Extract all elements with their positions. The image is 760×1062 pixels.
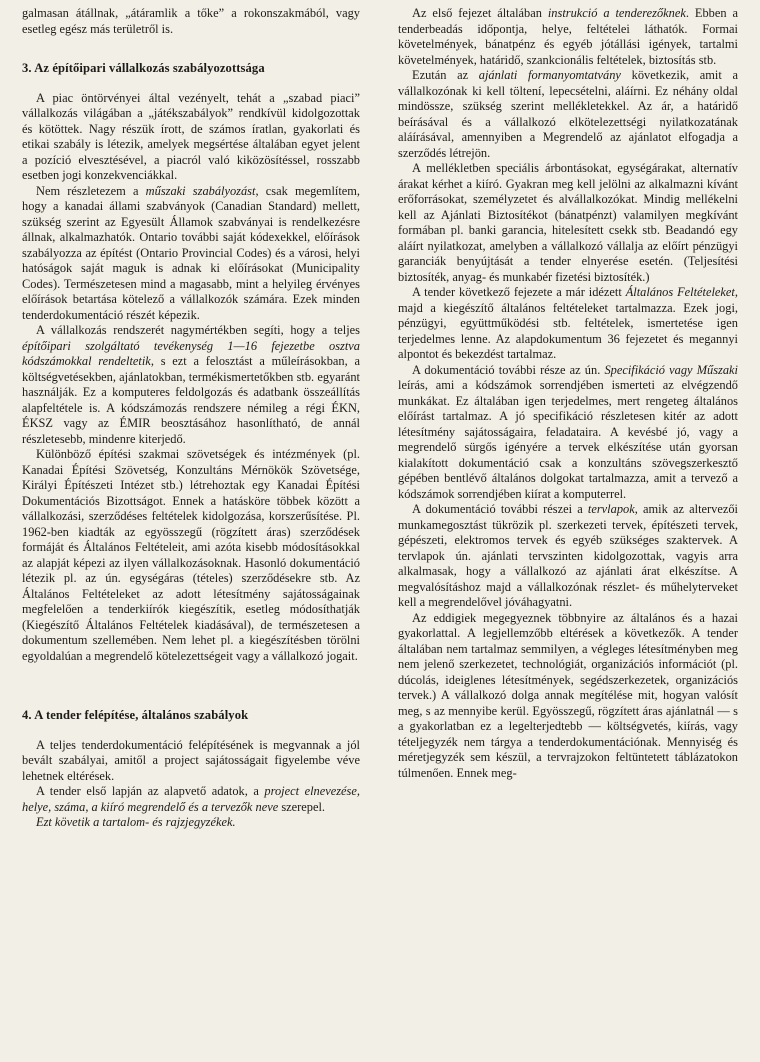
paragraph: A piac öntörvényei által vezényelt, tehát a „szabad piaci” vállalkozás világában a „játékszabályok” rendkívül kidolgozottak és kötöttek. Nagy részük írott, de számos íratlan, gyakorlati és etikai szabály is létezik, amelyek megsértése általában egyet jelent a pozíció elvesztésével, a piacról való kiközösítéssel, rosszabb esetben jogi konzekvenciákkal. xyxy=(22,90,360,182)
paragraph: Az első fejezet általában instrukció a tenderezőknek. Ebben a tenderbeadás időpontja, helye, feltételei láthatók. Formai követelmények, bánatpénz és egyéb jótállási igények, tartalmi követelmények, határidő, szankcionális feltételek, biztosítás stb. xyxy=(398,6,739,67)
paragraph: A mellékletben speciális árbontásokat, egységárakat, alternatív árakat kérhet a kiíró. Gyakran meg kell jelölni az alkalmazni kívánt erőforrásokat, személyzetet és alvállalkozókat. Mindig mellékelni kell az Ajánlati Biztosítékot (bánatpénzt) valamilyen megkívánt formában pl. banki garancia, hitelesített csekk stb. Beadandó egy aláírt nyilatkozat, amelyben a vállalkozó vállalja az előírt pénzügyi garanciák benyújtását a tender elnyerése esetén. (Teljesítési biztosíték, anyag- és munkabér fizetési biztosíték.) xyxy=(398,161,738,284)
paragraph: Nem részletezem a műszaki szabályozást, csak megemlítem, hogy a kanadai állami szabványok (Canadian Standard) mellett, szükség szerint az Egyesült Államok szabványai is rendelkezésre állnak, alkalmazhatók. Ontario további saját kódexekkel, előírások szabályozza az építést (Ontario Provincial Codes) és a városi, helyi hatóságok saját maguk is adnak ki előírásokat (Municipality Codes). Természetesen mind a magasabb, mint a helyileg érvényes előírások betartása kötelező a vállalkozók számára. Ezek minden tenderdokumentáció részét képezik. xyxy=(22,183,361,322)
paragraph: Ezt követik a tartalom- és rajzjegyzékek. xyxy=(36,815,236,829)
paragraph-continuation: galmasan átállnak, „átáramlik a tőke” a rokonszakmából, vagy esetleg egész más területről is. xyxy=(22,6,360,36)
paragraph: Különböző építési szakmai szövetségek és intézmények (pl. Kanadai Építési Szövetség, Konzultáns Mérnökök Szövetsége, Királyi Építészeti Intézet stb.) létrehoztak egy Kanadai Építési Dokumentációs Bizottságot. Ennek a hatásköre többek között a vállalkozási, szerződéses feltételek kidolgozása, korszerűsítése. Pl. 1962-ben kiadták az egyösszegű (rögzített áras) szerződések formáját és Általános Feltételeit, ami azóta kisebb módosításokkal az alapját képezi az ilyen vállalkozásoknak. Hasonló dokumentáció létezik pl. az ún. egységáras (tételes) szerződésekre stb. Az Általános Feltételeket az adott létesítmény sajátosságainak megfelelően a tenderkiírók kiegészítik, esetleg módosíthatják (Kiegészítő Általános Feltételek kiadásával), de természetesen a dokumentum szellemében. Nem lehet pl. a kiegészítésben törölni egyoldalúan a megrendelő kötelezettségeit vagy a vállalkozó jogait. xyxy=(22,447,360,663)
paragraph: A vállalkozás rendszerét nagymértékben segíti, hogy a teljes építőipari szolgáltató tevékenység 1—16 fejezetbe osztva kódszámokkal rendeltetik, s ezt a felosztást a műleírásokban, a költségvetésekben, ajánlatokban, termékismertetőkben stb. egyaránt használják. Ez a komputeres feldolgozás és adatbank összeállítás alapfeltétele is. A kódszámozás rendszere némileg a régi ÉKN, ÉKSZ vagy az ÉMIR beosztásához hasonlítható, de annál részletesebb, mindenre kiterjedő. xyxy=(22,323,360,446)
section-heading-3: 3. Az építőipari vállalkozás szabályozottsága xyxy=(22,61,265,75)
paragraph: Az eddigiek megegyeznek többnyire az általános és a hazai gyakorlattal. A legjellemzőbb eltérések a következők. A tender általában nem tartalmaz semmilyen, a végleges létesítményben meg nem jelenő szerkezetet, technológiát, organizációs információt (pl. dúcolás, ideiglenes létesítmények, segédszerkezetek, organizációs tervek.) A vállalkozó dolga annak megítélése mit, hogyan valósít meg, s az mennyibe kerül. Egyösszegű, rögzített áras ajánlatnál — s a gyakorlatban ez a legelterjedtebb — költségvetés, kiírás, vagy tételjegyzék nem tárgya a tenderdokumentációnak. Mennyiség és méretjegyzék sem készül, a tervrajzokon feltüntetett táblázatokon túlmenően. Ennek meg- xyxy=(398,610,738,780)
right-column xyxy=(398,6,738,781)
section-heading-4: 4. A tender felépítése, általános szabályok xyxy=(22,708,249,722)
paragraph: A tender következő fejezete a már idézett Általános Feltételeket, majd a kiegészítő általános feltételeket tartalmazza. Ezek jogi, pénzügyi, együttműködési stb. feltételek, ismertetése igen terjedelmes lenne. Az alapdokumentum 36 fejezetet és megannyi alpontot és bekezdést tartalmaz. xyxy=(398,285,738,361)
paragraph: Ezután az ajánlati formanyomtatvány következik, amit a vállalkozónak ki kell töltení, lepecsételni, aláírni. Ez néhány oldal mindössze, szükség szerint mellékletekkel. Az ár, a határidő beírásával és a vállalkozó elkötelezettségi nyilatkozatának aláírásával, amennyiben a Megrendelő az ajánlatot elfogadja a szerződés létrejön. xyxy=(398,68,738,160)
paragraph: A dokumentáció további része az ún. Specifikáció vagy Műszaki leírás, ami a kódszámok sorrendjében ismerteti az elvégzendő munkákat. Ez általában igen terjedelmes, mert rengeteg általános előírást tartalmaz. A jó specifikáció részletesen kitér az adott létesítmény sajátosságaira, feladataira. A kevésbé jó, vagy a megrendelő sürgős igényére a tervek elkészítése után gyorsan kialakított dokumentáció csak a konzultáns szövegszerkesztő gépében bentlévő általános dolgokat tartalmazza, amit a tervező a kódszámok sorrendjében kiírat a komputerrel. xyxy=(398,362,738,501)
paragraph: A dokumentáció további részei a tervlapok, amik az altervezői munkamegosztást tükrözik pl. szerkezeti tervek, építészeti tervek, gépészeti, elektromos tervek és egyéb szükséges szaktervek. A tervlapok ún. ajánlati tervszinten kidolgozottak, vagyis arra alkalmasak, hogy a vállalkozó az ajánlati árat elkészítse. A megvalósításhoz majd a vállalkozónak részlet- és műhelyterveket kell a megrendelővel jóváhagyatni. xyxy=(398,502,738,609)
paragraph: A tender első lapján az alapvető adatok, a project elnevezése, helye, száma, a kiíró megrendelő és a tervezők neve szerepel. xyxy=(22,784,360,814)
left-column xyxy=(22,6,360,831)
paragraph: A teljes tenderdokumentáció felépítésének is megvannak a jól bevált szabályai, amitől a project sajátosságait figyelembe véve lehetnek eltérések. xyxy=(22,737,360,783)
